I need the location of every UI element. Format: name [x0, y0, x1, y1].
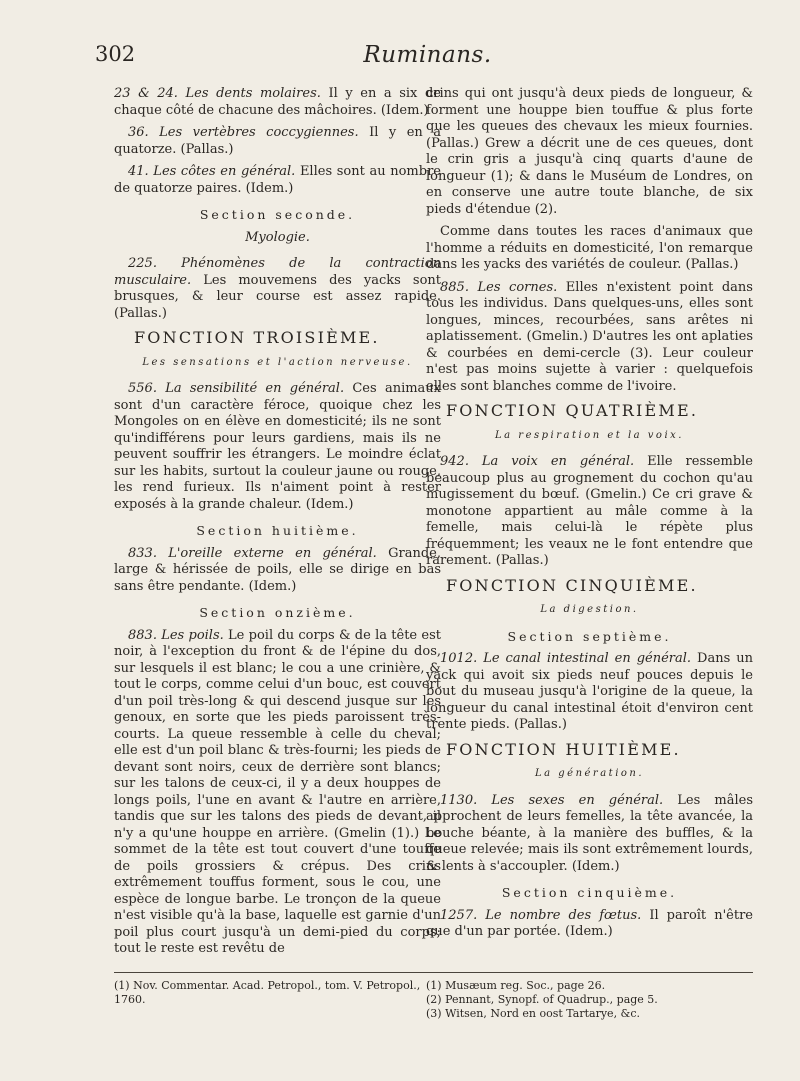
entry-heading: 225. Phénomènes de la contraction musculaire.: [114, 256, 441, 288]
fonction-heading: FONCTION TROISIÈME.: [134, 328, 380, 347]
section-heading: Section seconde.: [199, 207, 356, 222]
paragraph: [426, 651, 753, 734]
entry-text: Grande, large & hérissée de poils, elle se dirige en bas sans être pendante. (Idem.): [114, 545, 441, 594]
left-column: [114, 86, 441, 964]
footnote-rule: [114, 972, 441, 973]
entry-heading: 883. Les poils.: [128, 627, 224, 643]
entry-text: Le poil du corps & de la tête est noir, à l'exception du front & de l'épine du dos, sur lesquels il est blanc; le cou a une crinière, & tout le corps, comme celui d'un bouc, est couvert d'un poil très-long & qui descend jusque sur les genoux, en sorte que les pieds paroissent très-courts. La queue ressemble à celle du cheval; elle est d'un poil blanc & très-fourni; les pieds de devant sont noirs, ceux de derrière sont blancs; sur les talons de ceux-ci, il y a deux houppes de longs poils, l'une en avant & l'autre en arrière, tandis que sur les talons des pieds de devant, il n'y a qu'une houppe en arrière. (Gmelin (1).) Le sommet de la tête est tout couvert d'une touffe de poils grossiers & crépus. Des crins extrêmement touffus forment, sous le cou, une espèce de longue barbe. Le tronçon de la queue n'est visible qu'à la base, laquelle est garnie d'un poil plus court jusqu'à un demi-pied du corps; tout le reste est revêtu de: [114, 627, 441, 956]
footnote: (3) Witsen, Nord en oost Tartarye, &c.: [426, 1007, 641, 1020]
entry-text: Ces animaux sont d'un caractère féroce, quoique chez les Mongoles on en élève en domesticité; ils ne sont qu'indifférens pour leurs gardiens, mais ils ne peuvent souffrir les étrangers. Le moindre éclat sur les habits, surtout la couleur jaune ou rouge, les rend furieux. Ils n'aiment point à rester exposés à la grande chaleur. (Idem.): [114, 381, 442, 512]
paragraph: [114, 164, 441, 197]
section-heading: Section cinquième.: [501, 885, 678, 900]
paragraph: [114, 546, 441, 596]
entry-text: Les mouvemens des yacks sont brusques, & leur course est assez rapide. (Pallas.): [114, 272, 441, 321]
entry-text: Il paroît n'être que d'un par portée. (Idem.): [426, 907, 753, 939]
entry-heading: 556. La sensibilité en général.: [128, 381, 345, 396]
paragraph: [426, 454, 753, 570]
section-heading: Section huitième.: [196, 523, 359, 538]
fonction-heading: FONCTION CINQUIÈME.: [446, 575, 698, 595]
right-column: [426, 86, 753, 947]
paragraph: [114, 256, 441, 322]
entry-text: Elles sont au nombre de quatorze paires. (Idem.): [114, 164, 441, 196]
entry-text: Il y en a six de chaque côté de chacune des mâchoires. (Idem.): [114, 86, 441, 118]
fonction-subtitle: Les sensations et l'action nerveuse.: [142, 356, 413, 368]
paragraph: [426, 280, 753, 396]
entry-text: Les mâles approchent de leurs femelles, la tête avancée, la bouche béante, à la manière des buffles, & la queue relevée; mais ils sont extrêmement lourds, & lents à s'accoupler. (Idem.): [426, 792, 753, 874]
footnote: (1) Nov. Commentar. Acad. Petropol., tom. V. Petropol., 1760.: [114, 979, 421, 1006]
entry-text: Elle ressemble beaucoup plus au grognement du cochon qu'au mugissement du bœuf. (Gmelin.) Ce cri grave & monotone appartient au mâle comme à la femelle, mais celui-là le répète plus fréquemment; les veaux ne le font entendre que rarement. (Pallas.): [426, 454, 753, 568]
left-footnotes: [114, 972, 441, 1007]
fonction-subtitle: La génération.: [534, 768, 645, 779]
paragraph: Comme dans toutes les races d'animaux que l'homme a réduits en domesticité, l'on remarque dans les yacks des variétés de couleur. (Pallas.): [426, 224, 753, 272]
running-head: Ruminans.: [363, 42, 492, 68]
subsection-heading: Myologie.: [245, 229, 310, 245]
fonction-heading: FONCTION HUITIÈME.: [446, 739, 681, 759]
right-footnotes: [426, 972, 753, 1021]
entry-text: Elles n'existent point dans tous les individus. Dans quelques-uns, elles sont longues, minces, recourbées, sans arêtes ni aplatissement. (Gmelin.) D'autres les ont aplaties & courbées en demi-cercle (3). Leur couleur n'est pas moins sujette à varier : quelquefois elles sont blanches comme de l'ivoire.: [426, 279, 753, 394]
entry-heading: 41. Les côtes en général.: [128, 164, 296, 179]
paragraph: [426, 908, 753, 941]
page-header: [95, 42, 760, 82]
paragraph: crins qui ont jusqu'à deux pieds de longueur, & forment une houppe bien touffue & plus forte que les queues des chevaux les mieux fournies. (Pallas.) Grew a décrit une de ces queues, dont le crin gris a jusqu'à cinq quarts d'aune de longueur (1); & dans le Muséum de Londres, on en conserve une autre toute blanche, de six pieds d'étendue (2).: [426, 86, 753, 217]
entry-heading: 833. L'oreille externe en général.: [128, 545, 377, 561]
footnote: (1) Musæum reg. Soc., page 26.: [426, 979, 606, 992]
entry-heading: 885. Les cornes.: [440, 279, 558, 295]
page-number: 302: [95, 42, 136, 66]
fonction-subtitle: La digestion.: [540, 604, 639, 615]
footnote: (2) Pennant, Synopf. of Quadrup., page 5.: [426, 993, 658, 1006]
entry-heading: 1012. Le canal intestinal en général.: [440, 651, 692, 666]
fonction-subtitle: La respiration et la voix.: [495, 429, 684, 441]
section-heading: Section septième.: [507, 628, 672, 644]
entry-heading: 942. La voix en général.: [440, 454, 635, 469]
entry-text: Il y en a quatorze. (Pallas.): [114, 125, 442, 157]
paragraph: [114, 381, 441, 513]
footnote-rule: [426, 972, 753, 973]
paragraph: [426, 793, 753, 876]
fonction-heading: FONCTION QUATRIÈME.: [446, 401, 699, 420]
entry-heading: 1257. Le nombre des fœtus.: [440, 907, 642, 923]
paragraph: [114, 86, 441, 119]
paragraph: [114, 628, 441, 958]
entry-heading: 36. Les vertèbres coccygiennes.: [128, 125, 359, 140]
entry-heading: 1130. Les sexes en général.: [440, 792, 664, 808]
entry-text: Dans un yack qui avoit six pieds neuf pouces depuis le bout du museau jusqu'à l'origine de la queue, la longueur du canal intestinal étoit d'environ cent trente pieds. (Pallas.): [426, 651, 753, 732]
entry-heading: 23 & 24. Les dents molaires.: [114, 86, 321, 101]
paragraph: [114, 125, 441, 158]
section-heading: Section onzième.: [199, 605, 356, 620]
